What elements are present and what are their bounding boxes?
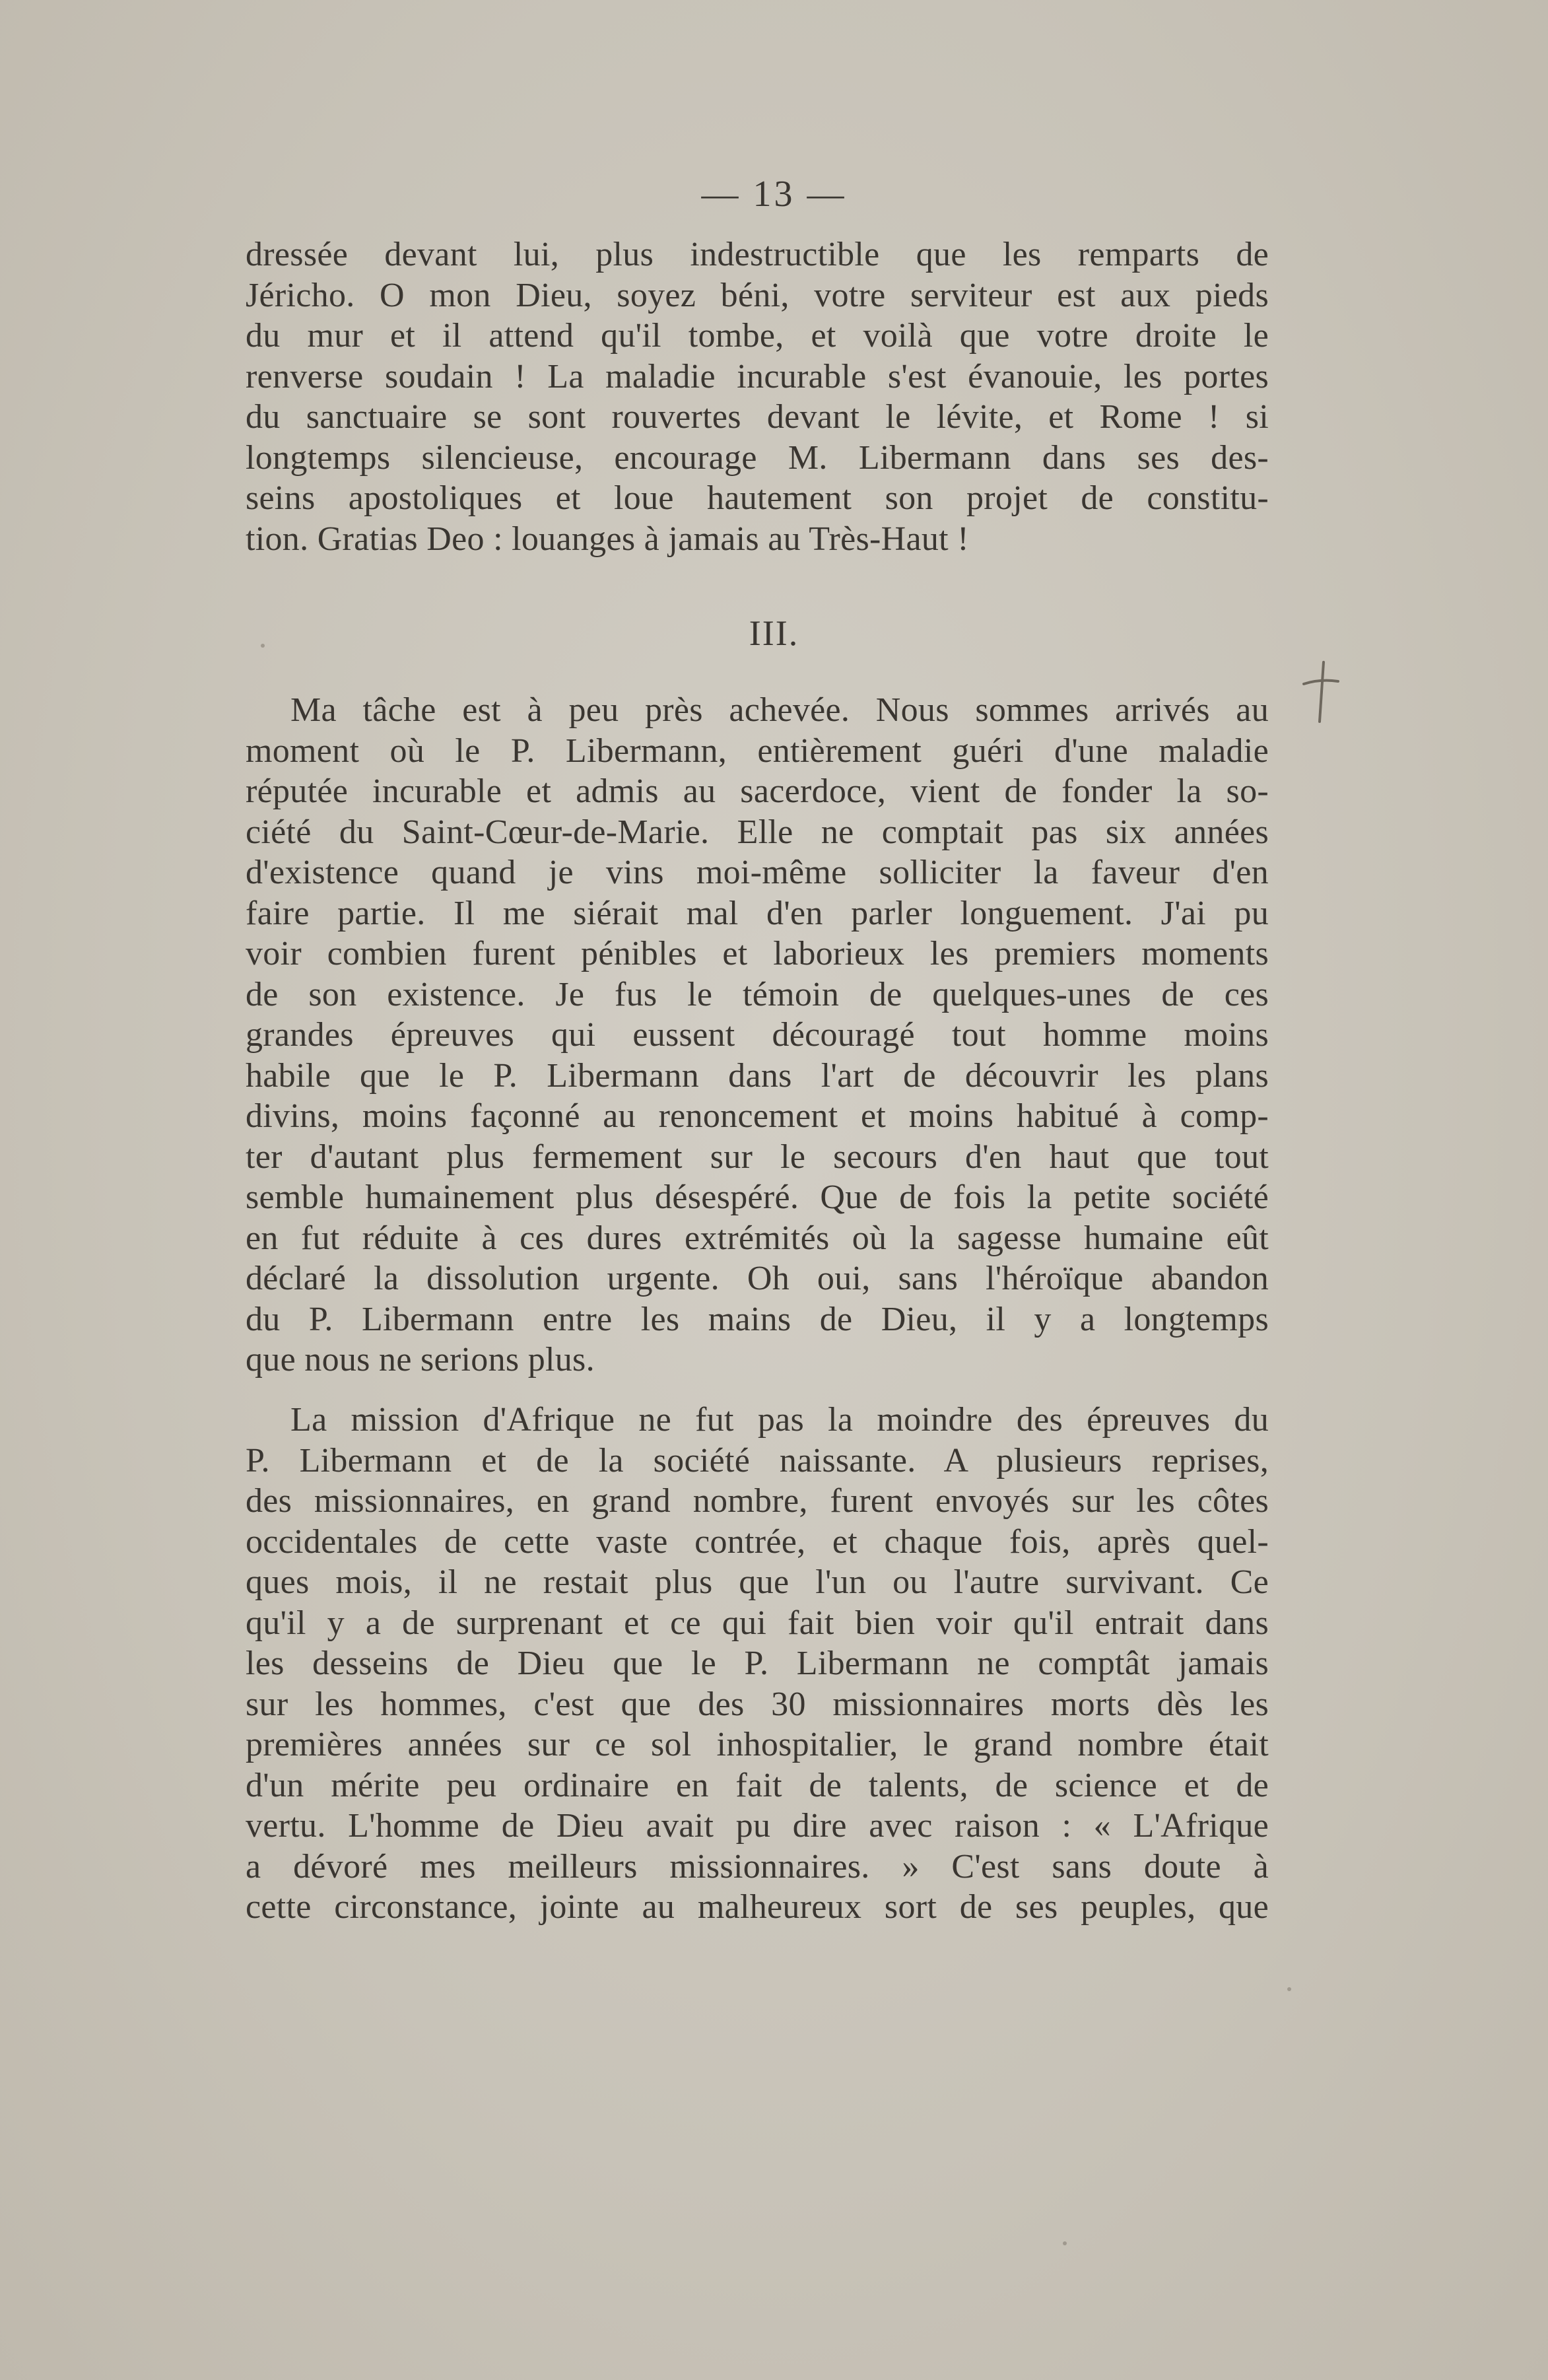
paragraph-line: P. Libermann et de la société naissante. A plusieurs reprises, bbox=[246, 1441, 1269, 1479]
paper-speck bbox=[261, 644, 265, 648]
paragraph-line: cette circonstance, jointe au malheureux sort de ses peuples, que bbox=[246, 1888, 1269, 1926]
paragraph-line: habile que le P. Libermann dans l'art de découvrir les plans bbox=[246, 1056, 1269, 1095]
paragraph-line: a dévoré mes meilleurs missionnaires. » C'est sans doute à bbox=[246, 1847, 1269, 1886]
paragraph-line: les desseins de Dieu que le P. Libermann ne comptât jamais bbox=[246, 1645, 1269, 1682]
paragraph-line: longtemps silencieuse, encourage M. Libermann dans ses des- bbox=[246, 438, 1269, 477]
paragraph-line: moment où le P. Libermann, entièrement guéri d'une maladie bbox=[246, 731, 1269, 770]
paragraph-line: du mur et il attend qu'il tombe, et voilà que votre droite le bbox=[246, 317, 1269, 355]
paragraph-line: sur les hommes, c'est que des 30 missionnaires morts dès les bbox=[246, 1685, 1269, 1723]
paragraph-line: que nous ne serions plus. bbox=[246, 1341, 595, 1378]
paragraph-1 bbox=[246, 234, 1269, 559]
paragraph-line: déclaré la dissolution urgente. Oh oui, sans l'héroïque abandon bbox=[246, 1260, 1269, 1297]
paragraph-line: semble humainement plus désespéré. Que de fois la petite société bbox=[246, 1178, 1269, 1216]
paper-speck bbox=[1287, 1987, 1291, 1991]
paragraph-line: renverse soudain ! La maladie incurable s'est évanouie, les portes bbox=[246, 357, 1269, 395]
paragraph-line: réputée incurable et admis au sacerdoce, vient de fonder la so- bbox=[246, 772, 1269, 810]
paragraph-line: premières années sur ce sol inhospitalier, le grand nombre était bbox=[246, 1726, 1269, 1763]
section-heading: III. bbox=[749, 613, 799, 653]
paragraph-line: grandes épreuves qui eussent découragé tout homme moins bbox=[246, 1016, 1269, 1054]
paragraph-line: dressée devant lui, plus indestructible que les remparts de bbox=[246, 236, 1269, 273]
paragraph-line: Jéricho. O mon Dieu, soyez béni, votre serviteur est aux pieds bbox=[246, 276, 1269, 314]
paragraph-line: La mission d'Afrique ne fut pas la moindre des épreuves du bbox=[290, 1401, 1269, 1439]
paragraph-line: tion. Gratias Deo : louanges à jamais au Très-Haut ! bbox=[246, 520, 969, 558]
paragraph-line: voir combien furent pénibles et laborieux les premiers moments bbox=[246, 935, 1269, 972]
paragraph-line: seins apostoliques et loue hautement son projet de constitu- bbox=[246, 479, 1269, 517]
page-number: — 13 — bbox=[701, 174, 847, 215]
paragraph-line: de son existence. Je fus le témoin de quelques-unes de ces bbox=[246, 975, 1269, 1013]
paragraph-line: divins, moins façonné au renoncement et moins habitué à comp- bbox=[246, 1097, 1269, 1135]
paragraph-line: du P. Libermann entre les mains de Dieu, il y a longtemps bbox=[246, 1300, 1269, 1338]
paragraph-line: occidentales de cette vaste contrée, et chaque fois, après quel- bbox=[246, 1522, 1269, 1561]
paper-speck bbox=[1063, 2241, 1067, 2245]
paragraph-line: ciété du Saint-Cœur-de-Marie. Elle ne comptait pas six années bbox=[246, 813, 1269, 851]
paragraph-line: faire partie. Il me siérait mal d'en parler longuement. J'ai pu bbox=[246, 894, 1269, 932]
paragraph-line: vertu. L'homme de Dieu avait pu dire avec raison : « L'Afrique bbox=[246, 1807, 1269, 1845]
paragraph-line: des missionnaires, en grand nombre, furent envoyés sur les côtes bbox=[246, 1482, 1269, 1520]
paragraph-line: en fut réduite à ces dures extrémités où la sagesse humaine eût bbox=[246, 1219, 1269, 1257]
paragraph-3 bbox=[246, 1400, 1269, 1928]
pencil-mark-icon bbox=[1297, 659, 1343, 725]
paragraph-line: d'existence quand je vins moi-même solliciter la faveur d'en bbox=[246, 854, 1269, 891]
paragraph-line: Ma tâche est à peu près achevée. Nous sommes arrivés au bbox=[290, 691, 1269, 729]
paragraph-line: d'un mérite peu ordinaire en fait de talents, de science et de bbox=[246, 1766, 1269, 1804]
paragraph-line: qu'il y a de surprenant et ce qui fait bien voir qu'il entrait dans bbox=[246, 1604, 1269, 1642]
paragraph-line: du sanctuaire se sont rouvertes devant le lévite, et Rome ! si bbox=[246, 398, 1269, 436]
paragraph-2 bbox=[246, 690, 1269, 1380]
paragraph-line: ques mois, il ne restait plus que l'un ou l'autre survivant. Ce bbox=[246, 1563, 1269, 1601]
paragraph-line: ter d'autant plus fermement sur le secours d'en haut que tout bbox=[246, 1138, 1269, 1176]
